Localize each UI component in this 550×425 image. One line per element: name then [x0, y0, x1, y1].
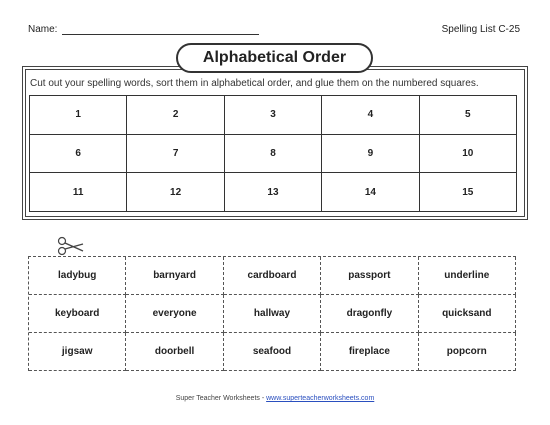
- name-label: Name:: [28, 24, 58, 35]
- numbered-square: 7: [127, 135, 224, 174]
- numbered-square: 3: [225, 96, 322, 135]
- word-card[interactable]: everyone: [126, 295, 223, 333]
- numbered-square: 14: [322, 173, 419, 212]
- numbered-square: 9: [322, 135, 419, 174]
- word-card[interactable]: doorbell: [126, 333, 223, 371]
- numbered-grid: [29, 95, 517, 212]
- word-card[interactable]: underline: [419, 257, 516, 295]
- word-card[interactable]: fireplace: [321, 333, 418, 371]
- numbered-square: 5: [420, 96, 517, 135]
- word-card[interactable]: keyboard: [29, 295, 126, 333]
- instructions: Cut out your spelling words, sort them in alphabetical order, and glue them on the numbered squares.: [30, 78, 479, 89]
- footer-text: Super Teacher Worksheets -: [175, 395, 267, 402]
- footer: [0, 395, 550, 402]
- numbered-square: 2: [127, 96, 224, 135]
- numbered-square: 10: [420, 135, 517, 174]
- word-card[interactable]: cardboard: [224, 257, 321, 295]
- numbered-square: 15: [420, 173, 517, 212]
- numbered-square: 12: [127, 173, 224, 212]
- spelling-list-label: Spelling List C-25: [441, 24, 520, 35]
- numbered-square: 6: [30, 135, 127, 174]
- word-card[interactable]: hallway: [224, 295, 321, 333]
- word-card[interactable]: jigsaw: [29, 333, 126, 371]
- word-card[interactable]: quicksand: [419, 295, 516, 333]
- word-card[interactable]: barnyard: [126, 257, 223, 295]
- name-line[interactable]: [62, 34, 259, 35]
- word-card[interactable]: seafood: [224, 333, 321, 371]
- word-card[interactable]: ladybug: [29, 257, 126, 295]
- word-card[interactable]: passport: [321, 257, 418, 295]
- numbered-square: 11: [30, 173, 127, 212]
- numbered-square: 8: [225, 135, 322, 174]
- numbered-square: 1: [30, 96, 127, 135]
- numbered-square: 4: [322, 96, 419, 135]
- footer-link[interactable]: www.superteacherworksheets.com: [266, 395, 375, 402]
- word-card[interactable]: dragonfly: [321, 295, 418, 333]
- page-title: Alphabetical Order: [176, 43, 373, 73]
- scissors-icon: [56, 236, 86, 258]
- word-cards-grid: [28, 256, 516, 371]
- numbered-square: 13: [225, 173, 322, 212]
- word-card[interactable]: popcorn: [419, 333, 516, 371]
